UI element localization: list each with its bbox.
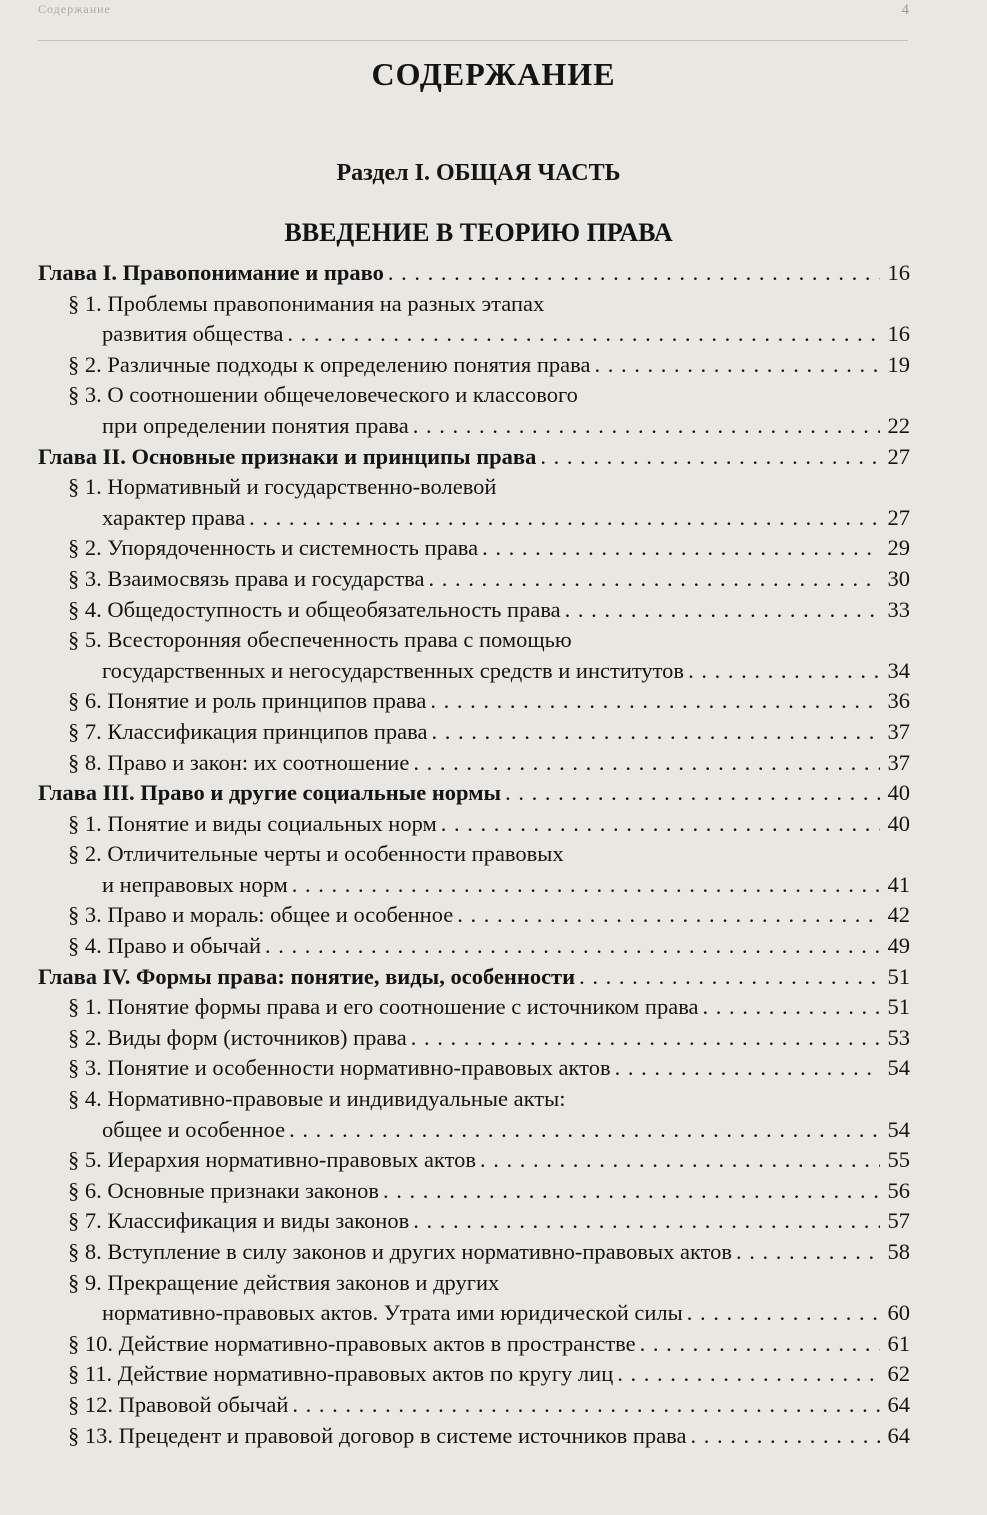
toc-page-number: 19 [887, 351, 910, 377]
dot-leader [287, 319, 880, 350]
toc-page-number: 27 [887, 443, 910, 469]
toc-section-entry [38, 595, 910, 626]
toc-chapter-entry [38, 778, 910, 809]
toc-page-number: 29 [887, 535, 910, 561]
toc-section-entry [38, 1115, 910, 1146]
toc-section-entry [38, 931, 910, 962]
toc-section-entry [38, 289, 910, 320]
toc-entry-title: § 1. Нормативный и государственно-волевой [68, 474, 497, 500]
toc-entry-title: нормативно-правовых актов. Утрата ими юридической силы [102, 1300, 683, 1326]
dot-leader [457, 900, 880, 931]
toc-section-entry [38, 1390, 910, 1421]
toc-page-number: 42 [887, 902, 910, 928]
dot-leader [579, 962, 880, 993]
toc-entry-title: § 1. Проблемы правопонимания на разных этапах [68, 290, 545, 316]
dot-leader [388, 258, 880, 289]
dot-leader [413, 411, 880, 442]
toc-entry-title: и неправовых норм [102, 871, 288, 897]
toc-section-entry [38, 472, 910, 503]
dot-leader [413, 1206, 880, 1237]
toc-page-number: 41 [887, 871, 910, 897]
toc-section-entry [38, 1145, 910, 1176]
toc-page-number: 58 [887, 1239, 910, 1264]
toc-page-number: 61 [887, 1330, 910, 1356]
toc-entry-title: § 13. Прецедент и правовой договор в системе источников права [68, 1422, 687, 1448]
toc-page-number: 64 [887, 1391, 910, 1417]
toc-entry-title: § 8. Право и закон: их соотношение [68, 749, 410, 775]
dot-leader [482, 533, 880, 564]
toc-section-entry [38, 380, 910, 411]
toc-page-number: 62 [887, 1361, 910, 1387]
toc-entry-title: § 10. Действие нормативно-правовых актов в пространстве [68, 1330, 636, 1356]
toc-page-number: 53 [887, 1024, 910, 1050]
toc-entry-title: § 3. Понятие и особенности нормативно-правовых актов [68, 1055, 611, 1081]
toc-entry-title: при определении понятия права [102, 412, 409, 438]
toc-page-number: 36 [887, 688, 910, 714]
dot-leader [480, 1145, 880, 1176]
toc-entry-title: общее и особенное [102, 1116, 286, 1142]
toc-section-entry [38, 686, 910, 717]
dot-leader [690, 1421, 880, 1452]
dot-leader [430, 686, 880, 717]
toc-entry-title: § 7. Классификация и виды законов [68, 1208, 410, 1234]
dot-leader [640, 1329, 880, 1360]
toc-page-number: 51 [887, 963, 910, 989]
toc-entry-title: § 1. Понятие и виды социальных норм [68, 810, 437, 836]
toc-entry-title: § 2. Виды форм (источников) права [68, 1024, 407, 1050]
toc-page-number: 60 [887, 1300, 910, 1326]
toc-page-number: 40 [887, 780, 910, 806]
toc-page-number: 64 [887, 1422, 910, 1448]
toc-page-number: 33 [887, 596, 910, 622]
dot-leader [594, 350, 880, 381]
dot-leader [688, 656, 880, 687]
toc-entry-title: § 3. Право и мораль: общее и особенное [68, 902, 454, 928]
toc-section-entry [38, 411, 910, 442]
toc-entry-title: § 3. О соотношении общечеловеческого и классового [68, 382, 578, 408]
toc-entry-title: § 5. Иерархия нормативно-правовых актов [68, 1147, 476, 1173]
toc-entry-title: § 2. Отличительные черты и особенности правовых [68, 841, 564, 867]
toc-entry-title: § 2. Упорядоченность и системность права [68, 535, 479, 561]
toc-section-entry [38, 1023, 910, 1054]
toc-section-entry [38, 533, 910, 564]
toc-section-entry [38, 839, 910, 870]
toc-page-number: 22 [887, 412, 910, 438]
toc-section-entry [38, 503, 910, 534]
toc-entry-title: § 3. Взаимосвязь права и государства [68, 565, 425, 591]
toc-page-number: 55 [887, 1147, 910, 1173]
contents-title: СОДЕРЖАНИЕ [371, 56, 616, 92]
dot-leader [249, 503, 880, 534]
toc-entry-title: развития общества [102, 321, 284, 347]
toc-page-number: 16 [887, 321, 910, 347]
dot-leader [289, 1115, 880, 1146]
toc-entry-title: § 2. Различные подходы к определению понятия права [68, 351, 591, 377]
toc-page-number: 54 [887, 1055, 910, 1081]
toc-section-entry [38, 625, 910, 656]
toc-entry-title: характер права [102, 504, 246, 530]
dot-leader [687, 1298, 880, 1329]
toc-page-number: 54 [887, 1116, 910, 1142]
toc-section-entry [38, 656, 910, 687]
toc-section-entry [38, 1329, 910, 1360]
toc-page-number: 57 [887, 1208, 910, 1234]
toc-entry-title: § 8. Вступление в силу законов и других нормативно-правовых актов [68, 1239, 733, 1264]
dot-leader [431, 717, 880, 748]
dot-leader [292, 1390, 880, 1421]
toc-entry-title: Глава III. Право и другие социальные нормы [38, 780, 502, 806]
toc-section-entry [38, 1421, 910, 1452]
toc-entry-title: § 6. Понятие и роль принципов права [68, 688, 427, 714]
dot-leader [505, 778, 880, 809]
toc-page-number: 51 [887, 994, 910, 1020]
toc-section-entry [38, 564, 910, 595]
toc-section-entry [38, 717, 910, 748]
toc-page-number: 37 [887, 718, 910, 744]
toc-section-entry [38, 350, 910, 381]
dot-leader [615, 1053, 880, 1084]
toc-section-entry [38, 319, 910, 350]
dot-leader [265, 931, 880, 962]
toc-page-number: 34 [887, 657, 910, 683]
toc-entry-title: § 1. Понятие формы права и его соотношение с источником права [68, 994, 699, 1020]
toc-section-entry [38, 809, 910, 840]
dot-leader [441, 809, 880, 840]
toc-section-entry [38, 1268, 910, 1299]
toc-entry-title: Глава II. Основные признаки и принципы права [38, 443, 537, 469]
toc-page-number: 40 [887, 810, 910, 836]
toc-section-entry [38, 1084, 910, 1115]
table-of-contents [38, 258, 910, 1451]
toc-entry-title: § 4. Право и обычай [68, 933, 262, 959]
toc-section-entry [38, 1237, 910, 1268]
toc-page-number: 27 [887, 504, 910, 530]
toc-entry-title: государственных и негосударственных средств и институтов [102, 657, 685, 683]
toc-entry-title: § 5. Всесторонняя обеспеченность права с помощью [68, 627, 572, 653]
dot-leader [736, 1237, 880, 1268]
toc-entry-title: Глава IV. Формы права: понятие, виды, особенности [38, 963, 576, 989]
toc-page-number: 37 [887, 749, 910, 775]
intro-heading: ВВЕДЕНИЕ В ТЕОРИЮ ПРАВА [284, 218, 673, 247]
dot-leader [565, 595, 880, 626]
toc-section-entry [38, 1298, 910, 1329]
dot-leader [617, 1359, 880, 1390]
toc-section-entry [38, 1206, 910, 1237]
toc-entry-title: § 9. Прекращение действия законов и других [68, 1269, 500, 1295]
dot-leader [292, 870, 880, 901]
toc-entry-title: § 7. Классификация принципов права [68, 718, 428, 744]
toc-entry-title: § 6. Основные признаки законов [68, 1177, 379, 1203]
page-number: 4 [901, 2, 909, 18]
toc-section-entry [38, 992, 910, 1023]
toc-section-entry [38, 900, 910, 931]
toc-entry-title: § 4. Нормативно-правовые и индивидуальные акты: [68, 1086, 566, 1112]
toc-section-entry [38, 1176, 910, 1207]
toc-page-number: 16 [887, 260, 910, 285]
running-head: Содержание [38, 2, 111, 16]
toc-entry-title: § 11. Действие нормативно-правовых актов по кругу лиц [68, 1361, 614, 1387]
toc-section-entry [38, 1359, 910, 1390]
toc-section-entry [38, 1053, 910, 1084]
toc-chapter-entry [38, 962, 910, 993]
dot-leader [411, 1023, 880, 1054]
toc-page-number: 49 [887, 933, 910, 959]
header-divider [38, 40, 908, 41]
toc-entry-title: § 4. Общедоступность и общеобязательность права [68, 596, 561, 622]
toc-section-entry [38, 748, 910, 779]
dot-leader [428, 564, 880, 595]
toc-entry-title: § 12. Правовой обычай [68, 1391, 289, 1417]
toc-chapter-entry [38, 258, 910, 289]
toc-page-number: 56 [887, 1177, 910, 1203]
dot-leader [413, 748, 880, 779]
toc-entry-title: Глава I. Правопонимание и право [38, 260, 384, 285]
toc-section-entry [38, 870, 910, 901]
toc-page-number: 30 [887, 565, 910, 591]
dot-leader [540, 442, 880, 473]
dot-leader [703, 992, 880, 1023]
toc-chapter-entry [38, 442, 910, 473]
dot-leader [383, 1176, 880, 1207]
section-heading: Раздел I. ОБЩАЯ ЧАСТЬ [336, 160, 621, 186]
